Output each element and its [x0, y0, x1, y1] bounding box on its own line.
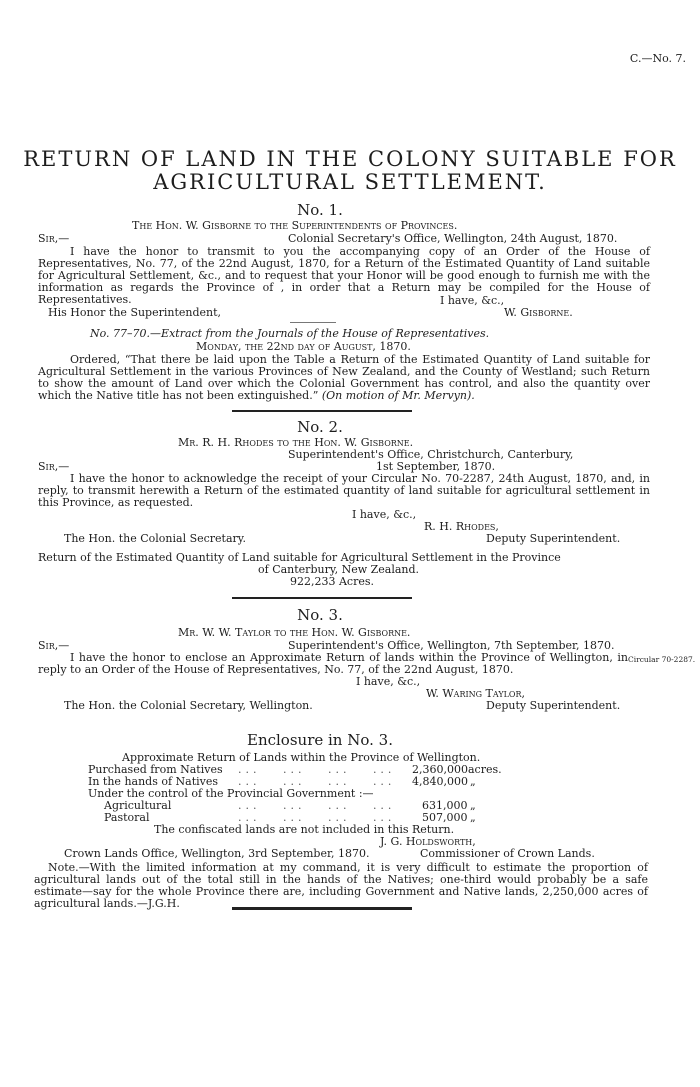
row-unit: „	[470, 775, 476, 788]
no3-heading: No. 3.	[297, 606, 343, 624]
no1-body: I have the honor to transmit to you the accompanying copy of an Order of the House of Representatives, No. 77, of the 22nd August, 1870, for a Return of the Estimated Quantity of Land suitable for Agricultural Settlement, &c., and to request that your Honor will be good enough to furnish me with the information as regards the Province of , in order that a Return may be compiled for the House of Representatives.	[38, 245, 650, 306]
no2-return-line-1: Return of the Estimated Quantity of Land suitable for Agricultural Settlement in the Province	[38, 551, 561, 564]
divider-2	[232, 597, 412, 599]
confiscated-note: The confiscated lands are not included in this Return.	[154, 823, 455, 836]
no77-body	[38, 354, 650, 402]
row-unit: „	[470, 811, 476, 824]
row-label: Purchased from Natives	[88, 763, 223, 776]
no77-body-text: Ordered, “That there be laid upon the Table a Return of the Estimated Quantity of Land suitable for Agricultural Settlement in the various Provinces of New Zealand, and the County of Westland; such Return to show the amount of Land over which the Colonial Government has control, and also the quantity over which the Native title has not been extinguished.”	[38, 353, 650, 402]
no2-body: I have the honor to acknowledge the receipt of your Circular No. 70-2287, 24th August, 1870, and, in reply, to transmit herewith a Return of the estimated quantity of land suitable for agricultural settlement in this Province, as requested.	[38, 472, 650, 509]
no3-signature: W. Waring Taylor,	[426, 687, 525, 700]
no3-closing: I have, &c.,	[356, 675, 421, 688]
no77-date: Monday, the 22nd day of August, 1870.	[196, 340, 411, 353]
no1-heading: No. 1.	[297, 201, 343, 219]
no2-return-line-3: 922,233 Acres.	[290, 575, 374, 588]
row-label: In the hands of Natives	[88, 775, 219, 788]
no2-signature: R. H. Rhodes,	[424, 520, 499, 533]
no2-subheading: Mr. R. H. Rhodes to the Hon. W. Gisborne.	[178, 436, 414, 449]
row-value: 507,000	[422, 811, 468, 824]
no2-sig-title: Deputy Superintendent.	[486, 532, 621, 545]
enclosure-footnote: Note.—With the limited information at my command, it is very difficult to estimate the proportion of agricultural lands out of the total still in the hands of the Natives; one-third would probably be a safe estimate—say for the whole Province there are, including Government and Native lands, 2,250,000 acres of agricultural lands.—J.G.H.	[34, 861, 648, 910]
row-label: Pastoral	[104, 811, 150, 824]
leader-dots: ... ... ... ...	[238, 811, 396, 824]
no77-motion: (On motion of Mr. Mervyn).	[321, 389, 475, 402]
row-unit: „	[470, 799, 476, 812]
title-line-2: AGRICULTURAL SETTLEMENT.	[153, 170, 547, 194]
divider-1	[232, 410, 412, 412]
no2-dateline-1: Superintendent's Office, Christchurch, Canterbury,	[288, 448, 574, 461]
no3-dateline: Superintendent's Office, Wellington, 7th September, 1870.	[288, 639, 615, 652]
no1-dateline: Colonial Secretary's Office, Wellington, 24th August, 1870.	[288, 232, 618, 245]
enclosure-office-date: Crown Lands Office, Wellington, 3rd September, 1870.	[64, 847, 370, 860]
row-label: Agricultural	[104, 799, 172, 812]
no77-heading: No. 77–70.—Extract from the Journals of the House of Representatives.	[90, 327, 490, 340]
no1-addressee: His Honor the Superintendent,	[48, 306, 222, 319]
divider-short	[290, 322, 336, 323]
enclosure-sig-title: Commissioner of Crown Lands.	[420, 847, 595, 860]
leader-dots: ... ... ... ...	[238, 775, 396, 788]
no2-closing: I have, &c.,	[352, 508, 417, 521]
no2-dateline-2: 1st September, 1870.	[376, 460, 496, 473]
no2-return-line-2: of Canterbury, New Zealand.	[258, 563, 420, 576]
no3-subheading: Mr. W. W. Taylor to the Hon. W. Gisborne.	[178, 626, 411, 639]
leader-dots: ... ... ... ...	[238, 763, 396, 776]
no2-addressee: The Hon. the Colonial Secretary.	[64, 532, 247, 545]
row-value: 2,360,000	[412, 763, 468, 776]
no1-closing: I have, &c.,	[440, 294, 505, 307]
enclosure-return-title: Approximate Return of Lands within the Province of Wellington.	[122, 751, 481, 764]
enclosure-heading: Enclosure in No. 3.	[247, 731, 393, 749]
no2-salutation: Sir,—	[38, 460, 70, 473]
row-value: 4,840,000	[412, 775, 468, 788]
document-reference: C.—No. 7.	[629, 52, 686, 65]
no3-sig-title: Deputy Superintendent.	[486, 699, 621, 712]
row-value: 631,000	[422, 799, 468, 812]
no1-subheading: The Hon. W. Gisborne to the Superintendents of Provinces.	[132, 219, 458, 232]
no3-addressee: The Hon. the Colonial Secretary, Wellington.	[64, 699, 313, 712]
row-label: Under the control of the Provincial Government :—	[88, 787, 374, 800]
no1-salutation: Sir,—	[38, 232, 70, 245]
leader-dots: ... ... ... ...	[238, 799, 396, 812]
row-unit: acres.	[468, 763, 502, 776]
end-rule	[232, 907, 412, 910]
no3-salutation: Sir,—	[38, 639, 70, 652]
no3-body: I have the honor to enclose an Approximate Return of lands within the Province of Wellington, in reply to an Order of the House of Representatives, No. 77, of the 22nd August, 1870.	[38, 651, 628, 676]
no3-margin-note: Circular 70-2287.	[628, 655, 696, 664]
no1-signature: W. Gisborne.	[504, 306, 573, 319]
enclosure-signature: J. G. Holdsworth,	[380, 835, 476, 848]
no2-heading: No. 2.	[297, 418, 343, 436]
title-line-1: RETURN OF LAND IN THE COLONY SUITABLE FOR	[23, 147, 677, 171]
